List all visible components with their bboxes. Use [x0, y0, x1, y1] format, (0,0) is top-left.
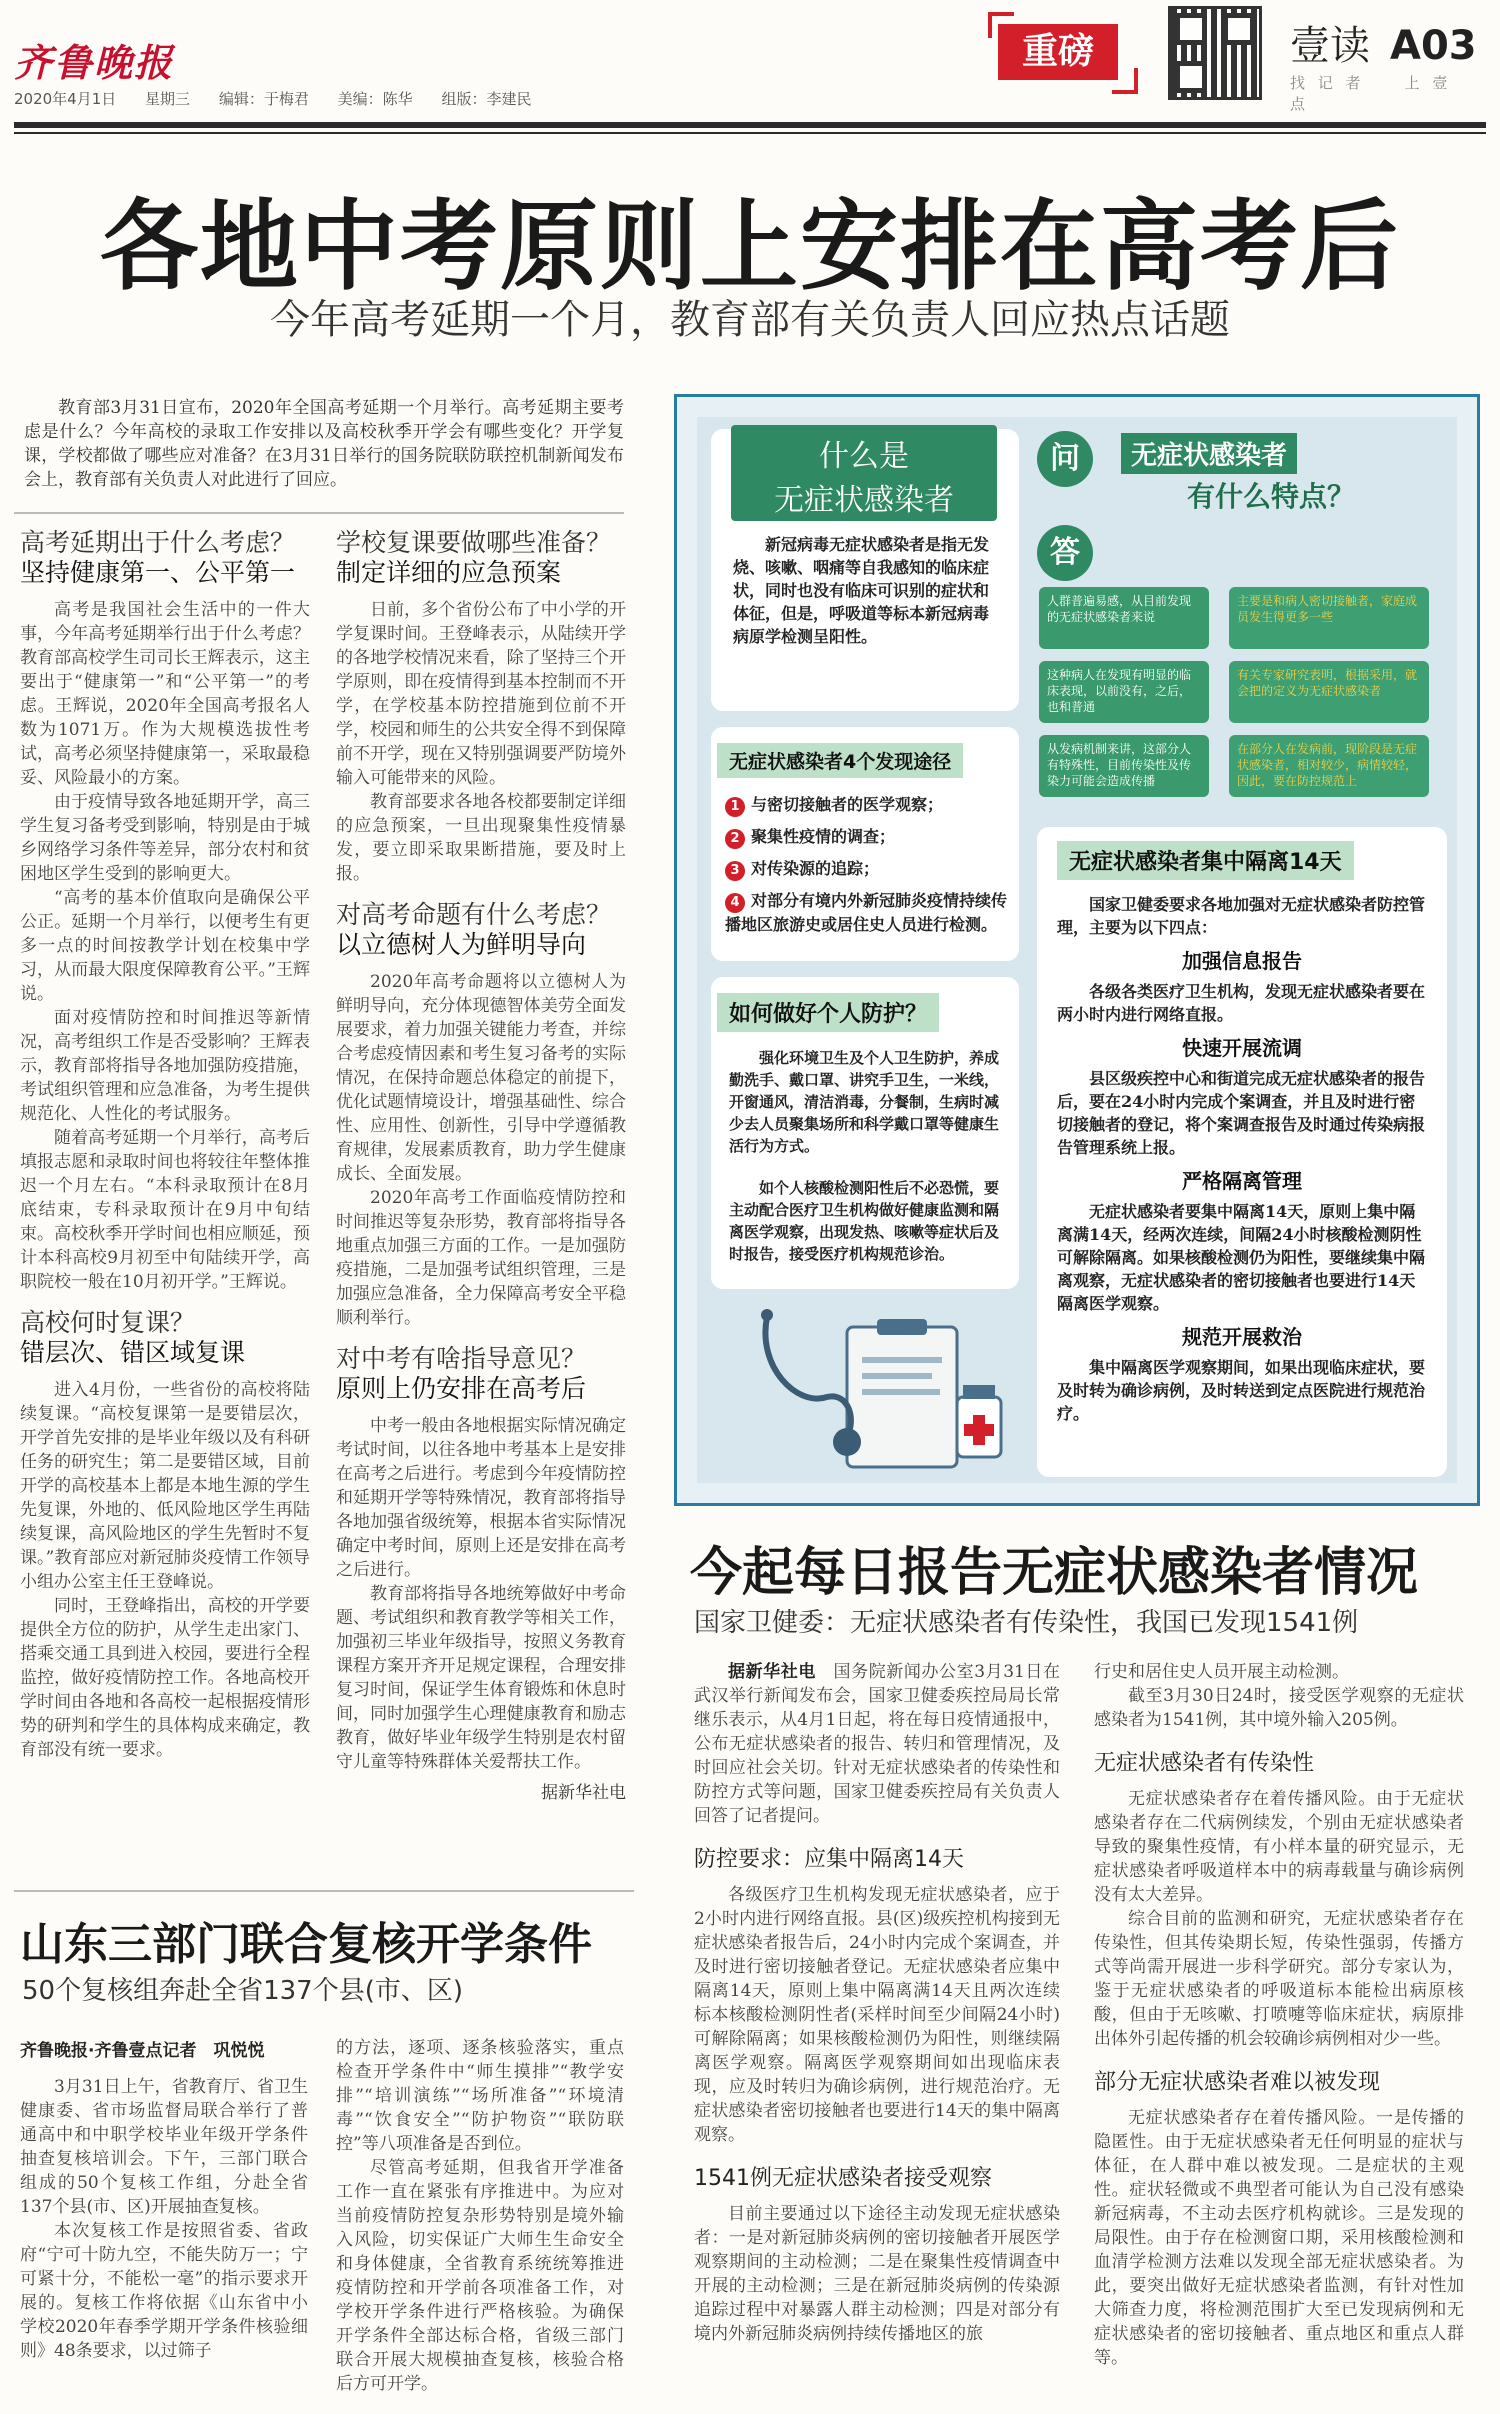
- route-item: 3 对传染源的追踪；: [725, 857, 1009, 881]
- feature-left: 这种病人在发现有明显的临床表现，以前没有，之后，也和普通: [1039, 661, 1209, 723]
- column-1: [20, 528, 310, 1858]
- page-number: [1290, 14, 1477, 71]
- feature-right: 有关专家研究表明，根据采用，就会把的定义为无症状感染者: [1229, 661, 1429, 723]
- article3-top-rule: [14, 1890, 634, 1892]
- routes-list: [725, 793, 1009, 936]
- step-title: 严格隔离管理: [1182, 1169, 1302, 1193]
- feature-left: 人群普遍易感，从目前发现的无症状感染者来说: [1039, 587, 1209, 649]
- paragraph: 2020年高考命题将以立德树人为鲜明导向，充分体现德智体美劳全面发展要求，着力加强关键能力考查，并综合考虑疫情因素和考生复习备考的实际情况，在保持命题总体稳定的前提下，优化试题情境设计，增强基础性、综合性、应用性、创新性，引导中学遵循教育规律，发展素质教育，助力学生健康成长、全面发展。: [336, 972, 626, 1184]
- feature-left: 从发病机制来讲，这部分人有特殊性，目前传染性及传染力可能会造成传播: [1039, 735, 1209, 797]
- byline: 据新华社电: [728, 1662, 816, 1682]
- paragraph: 2020年高考工作面临疫情防控和时间推迟等复杂形势，教育部将指导各地重点加强三方面的工作。一是加强防疫措施，二是加强考试组织管理，三是加强应急准备，全力保障高考安全平稳顺利举行。: [336, 1188, 626, 1328]
- design-credit: 美编：陈华: [337, 90, 413, 108]
- routes-title: 无症状感染者4个发现途径: [717, 743, 963, 778]
- step-text: 县区级疾控中心和街道完成无症状感染者的报告后，要在24小时内完成个案调查，并且及时进行密切接触者的登记，将个案调查报告及时通过传染病报告管理系统上报。: [1057, 1069, 1426, 1157]
- isolation-card: [1037, 827, 1447, 1477]
- definition-title-2: 无症状感染者: [774, 483, 954, 518]
- protection-text-2: 如个人核酸检测阳性后不必恐慌，要主动配合医疗卫生机构做好健康监测和隔离医学观察，出现发热、咳嗽等症状后及时报告，接受医疗机构规范诊治。: [729, 1179, 1000, 1263]
- issue-meta: [14, 88, 555, 109]
- step-text: 集中隔离医学观察期间，如果出现临床症状，要及时转为确诊病例，及时转送到定点医院进行规范治疗。: [1057, 1358, 1426, 1423]
- answer-heading: 错层次、错区域复课: [20, 1338, 246, 1367]
- paragraph: 本次复核工作是按照省委、省政府“宁可十防九空，不能失防万一；宁可紧十分，不能松一毫”的指示要求开展的。复核工作将依据《山东省中小学校2020年春季学期开学条件核验细则》48条要求，以过筛子: [20, 2221, 308, 2361]
- column-2: [336, 528, 626, 1878]
- newspaper-logo: 齐鲁晚报: [14, 40, 175, 85]
- paragraph: 由于疫情导致各地延期开学，高三学生复习备考受到影响，特别是由于城乡网络学习条件等差异，部分农村和贫困地区学生受到的影响更大。: [20, 792, 310, 884]
- definition-card: [711, 429, 1019, 711]
- step-title: 加强信息报告: [1182, 949, 1302, 973]
- page-sub: [1290, 72, 1500, 114]
- header-rule: [14, 122, 1486, 128]
- paragraph: 截至3月30日24时，接受医学观察的无症状感染者为1541例，其中境外输入205例。: [1094, 1686, 1464, 1730]
- question-heading: 对高考命题有什么考虑？: [336, 900, 612, 929]
- infographic-panel: [674, 394, 1480, 1506]
- page-sub-left: 找 记 者: [1290, 74, 1365, 92]
- features-title-2: 有什么特点？: [1187, 480, 1356, 513]
- page-label: 壹读: [1290, 23, 1370, 69]
- paragraph: 综合目前的监测和研究，无症状感染者存在传染性，但其传染期长短，传染性强弱，传播方式等尚需开展进一步科学研究。部分专家认为，鉴于无症状感染者的呼吸道标本能检出病原核酸，但由于无咳嗽、打喷嚏等临床症状，病原排出体外引起传播的机会较确诊病例相对少一些。: [1094, 1909, 1464, 2049]
- article3-title: 山东三部门联合复核开学条件: [20, 1919, 592, 1970]
- features-question: [1037, 431, 1447, 513]
- issue-date: 2020年4月1日: [14, 90, 117, 108]
- definition-title-1: 什么是: [819, 439, 909, 474]
- paragraph: 行史和居住史人员开展主动检测。: [1094, 1662, 1349, 1682]
- paragraph: 目前主要通过以下途径主动发现无症状感染者：一是对新冠肺炎病例的密切接触者开展医学观察期间的主动检测；二是在聚集性疫情调查中开展的主动检测；三是在新冠肺炎病例的传染源追踪过程中对暴露人群主动检测；四是对部分有境内外新冠肺炎病例持续传播地区的旅: [694, 2204, 1060, 2344]
- features-list: [1029, 587, 1449, 807]
- number-1-icon: 1: [725, 797, 745, 817]
- step-text: 无症状感染者要集中隔离14天，原则上集中隔离满14天，经两次连续，间隔24小时核酸检测阴性可解除隔离。如果核酸检测仍为阳性，要继续集中隔离观察，无症状感染者的密切接触者也要进行14天隔离医学观察。: [1057, 1202, 1426, 1313]
- paragraph: 尽管高考延期，但我省开学准备工作一直在紧张有序推进中。为应对当前疫情防控复杂形势特别是境外输入风险，切实保证广大师生生命安全和身体健康，全省教育系统统筹推进疫情防控和开学前各项准备工作，对学校开学条件进行严格核验。为确保开学条件全部达标合格，省级三部门联合开展大规模抽查复核，核验合格后方可开学。: [336, 2158, 624, 2394]
- article2-column-1: [694, 1660, 1060, 2400]
- masthead: [14, 14, 1486, 114]
- routes-card: [711, 727, 1019, 961]
- article3-column-2: [336, 2036, 624, 2396]
- route-item: 1 与密切接触者的医学观察；: [725, 793, 1009, 817]
- number-3-icon: 3: [725, 861, 745, 881]
- isolation-title: 无症状感染者集中隔离14天: [1057, 841, 1354, 880]
- question-heading: 对中考有啥指导意见？: [336, 1344, 587, 1373]
- route-item: 4 对部分有境内外新冠肺炎疫情持续传播地区旅游史或居住史人员进行检测。: [725, 891, 1008, 934]
- section-heading: 部分无症状感染者难以被发现: [1094, 2070, 1381, 2095]
- question-badge: 问: [1037, 431, 1093, 487]
- definition-title-box: [731, 425, 997, 521]
- paragraph: 据新华社电 国务院新闻办公室3月31日在武汉举行新闻发布会，国家卫健委疾控局局长常继乐表示，从4月1日起，将在每日疫情通报中，公布无症状感染者的报告、转归和管理情况，及时回应社会关切。针对无症状感染者的传染性和防控方式等问题，国家卫健委疾控局有关负责人回答了记者提问。: [694, 1662, 1060, 1826]
- question-heading: 高考延期出于什么考虑？: [20, 528, 296, 557]
- paragraph: 3月31日上午，省教育厅、省卫生健康委、省市场监督局联合举行了普通高中和中职学校毕业年级开学条件抽查复核培训会。下午，三部门联合组成的50个复核工作组，分赴全省137个县(市、区)开展抽查复核。: [20, 2077, 308, 2217]
- isolation-intro: 国家卫健委要求各地加强对无症状感染者防控管理，主要为以下四点：: [1057, 895, 1426, 937]
- clipboard-icon: [847, 1327, 957, 1467]
- section-heading: 防控要求：应集中隔离14天: [694, 1847, 964, 1872]
- answer-heading: 坚持健康第一、公平第一: [20, 558, 296, 587]
- lead-rule: [14, 512, 624, 514]
- main-headline: 各地中考原则上安排在高考后: [99, 190, 1400, 304]
- number-2-icon: 2: [725, 829, 745, 849]
- article2-subtitle: 国家卫健委：无症状感染者有传染性，我国已发现1541例: [694, 1608, 1359, 1638]
- paragraph: 面对疫情防控和时间推迟等新情况，高考组织工作是否受影响？王辉表示，教育部将指导各地加强防疫措施，考试组织管理和应急准备，为考生提供规范化、人性化的考试服务。: [20, 1008, 310, 1124]
- main-subheadline: 今年高考延期一个月，教育部有关负责人回应热点话题: [270, 297, 1230, 343]
- paragraph: 进入4月份，一些省份的高校将陆续复课。“高校复课第一是要错层次，开学首先安排的是毕业年级以及有科研任务的研究生；第二是要错区域，目前开学的高校基本上都是本地生源的学生先复课，外地的、低风险地区学生再陆续复课，高风险地区的学生先暂时不复课。”教育部应对新冠肺炎疫情工作领导小组办公室主任王登峰说。: [20, 1380, 310, 1592]
- question-heading: 高校何时复课？: [20, 1308, 196, 1337]
- section-heading: 无症状感染者有传染性: [1094, 1751, 1315, 1776]
- paragraph: 高考是我国社会生活中的一件大事，今年高考延期举行出于什么考虑？教育部高校学生司司长王辉表示，这主要出于“健康第一”和“公平第一”的考虑。王辉说，2020年全国高考报名人数为1071万。作为大规模选拔性考试，高考必须坚持健康第一，采取最稳妥、风险最小的方案。: [20, 600, 310, 788]
- qr-code-icon[interactable]: [1168, 6, 1262, 100]
- header-rule-thin: [14, 132, 1486, 134]
- protection-text-1: 强化环境卫生及个人卫生防护，养成勤洗手、戴口罩、讲究手卫生，一米线，开窗通风，清洁消毒，分餐制，生病时减少去人员聚集场所和科学戴口罩等健康生活行为方式。: [729, 1049, 1000, 1155]
- feature-right: 主要是和病人密切接触者，家庭成员发生得更多一些: [1229, 587, 1429, 649]
- number-4-icon: 4: [725, 893, 745, 913]
- protection-title: 如何做好个人防护？: [717, 993, 939, 1032]
- section-tag: [988, 12, 1138, 94]
- step-text: 各级各类医疗卫生机构，发现无症状感染者要在两小时内进行网络直报。: [1057, 982, 1426, 1024]
- answer-heading: 以立德树人为鲜明导向: [336, 930, 587, 959]
- stethoscope-icon: [765, 1317, 850, 1437]
- route-item: 2 聚集性疫情的调查；: [725, 825, 1009, 849]
- article3-column-1: [20, 2036, 308, 2396]
- protection-card: [711, 977, 1019, 1289]
- paragraph: 教育部将指导各地统筹做好中考命题、考试组织和教育教学等相关工作，加强初三毕业年级指导，按照义务教育课程方案开齐开足规定课程，合理安排复习时间，保证学生体育锻炼和休息时间，同时加强学生心理健康教育和励志教育，做好毕业年级学生特别是农村留守儿童等特殊群体关爱帮扶工作。: [336, 1584, 626, 1772]
- lead-paragraph: 教育部3月31日宣布，2020年全国高考延期一个月举行。高考延期主要考虑是什么？今年高校的录取工作安排以及高校秋季开学会有哪些变化？开学复课，学校都做了哪些应对准备？在3月31日举行的国务院联防联控机制新闻发布会上，教育部有关负责人对此进行了回应。: [24, 398, 624, 490]
- isolation-body: [1057, 893, 1427, 1425]
- article2-column-2: [1094, 1660, 1464, 2400]
- article2-title: 今起每日报告无症状感染者情况: [690, 1543, 1419, 1603]
- proof-credit: 组版：李建民: [441, 90, 532, 108]
- feature-right: 在部分人在发病前，现阶段是无症状感染者，相对较少，病情较轻，因此，要在防控规范上: [1229, 735, 1429, 797]
- definition-text: 新冠病毒无症状感染者是指无发烧、咳嗽、咽痛等自我感知的临床症状，同时也没有临床可识别的症状和体征，但是，呼吸道等标本新冠病毒病原学检测呈阳性。: [733, 535, 990, 646]
- medical-illustration: [737, 1297, 1017, 1477]
- paragraph: 日前，多个省份公布了中小学的开学复课时间。王登峰表示，从陆续开学的各地学校情况来看，除了坚持三个开学原则，即在疫情得到基本控制而不开学，在学校基本防控措施到位前不开学，校园和师生的公共安全得不到保障前不开学，现在又特别强调要严防境外输入可能带来的风险。: [336, 600, 626, 788]
- paragraph: 的方法，逐项、逐条核验落实，重点检查开学条件中“师生摸排”“教学安排”“培训演练”“场所准备”“环境清毒”“饮食安全”“防护物资”“联防联控”等八项准备是否到位。: [336, 2038, 624, 2154]
- question-heading: 学校复课要做哪些准备？: [336, 528, 612, 557]
- issue-weekday: 星期三: [145, 90, 191, 108]
- section-label: 重磅: [998, 24, 1118, 80]
- paragraph: 无症状感染者存在着传播风险。一是传播的隐匿性。由于无症状感染者无任何明显的症状与体征，在人群中难以被发现。二是症状的主观性。症状轻微或不典型者可能认为自己没有感染新冠病毒，不主动去医疗机构就诊。三是发现的局限性。由于存在检测窗口期，采用核酸检测和血清学检测方法难以发现全部无症状感染者。为此，要突出做好无症状感染者监测，有针对性加大筛查力度，将检测范围扩大至已发现病例和无症状感染者的密切接触者、重点地区和重点人群等。: [1094, 2108, 1464, 2368]
- section-heading: 1541例无症状感染者接受观察: [694, 2166, 992, 2191]
- paragraph: 随着高考延期一个月举行，高考后填报志愿和录取时间也将较往年整体推迟一个月左右。“本科录取预计在8月底结束，专科录取预计在9月中旬结束。高校秋季开学时间也相应顺延，预计本科高校9月初至中旬陆续开学，高职院校一般在10月初开学。”王辉说。: [20, 1128, 310, 1292]
- paragraph: 各级医疗卫生机构发现无症状感染者，应于2小时内进行网络直报。县(区)级疾控机构接到无症状感染者报告后，24小时内完成个案调查，并及时进行密切接触者登记。无症状感染者应集中隔离14天，原则上集中隔离满14天且两次连续标本核酸检测阴性者(采样时间至少间隔24小时)可解除隔离；如果核酸检测仍为阳性，则继续隔离医学观察。隔离医学观察期间如出现临床表现，应及时转归为确诊病例，进行规范治疗。无症状感染者密切接触者也要进行14天的集中隔离观察。: [694, 1885, 1060, 2145]
- infographic-inner: [697, 417, 1457, 1483]
- paragraph: 教育部要求各地各校都要制定详细的应急预案，一旦出现聚集性疫情暴发，要立即采取果断措施，要及时上报。: [336, 792, 626, 884]
- paragraph: 同时，王登峰指出，高校的开学要提供全方位的防护，从学生走出家门、搭乘交通工具到进入校园，要进行全程监控，做好疫情防控工作。各地高校开学时间由各地和各高校一起根据疫情形势的研判和学生的具体构成来确定，教育部没有统一要求。: [20, 1596, 310, 1760]
- editor-credit: 编辑：于梅君: [218, 90, 309, 108]
- article-credit: 据新华社电: [541, 1783, 626, 1803]
- features-title-1: 无症状感染者: [1121, 433, 1297, 474]
- paragraph: “高考的基本价值取向是确保公平公正。延期一个月举行，以便考生有更多一点的时间按教学计划在校集中学习，从而最大限度保障教育公平。”王辉说。: [20, 888, 310, 1004]
- answer-heading: 制定详细的应急预案: [336, 558, 562, 587]
- article3-subtitle: 50个复核组奔赴全省137个县(市、区): [22, 1976, 463, 2006]
- paragraph: 中考一般由各地根据实际情况确定考试时间，以往各地中考基本上是安排在高考之后进行。考虑到今年疫情防控和延期开学等特殊情况，教育部将指导各地加强省级统筹，根据本省实际情况确定中考时间，原则上还是安排在高考之后进行。: [336, 1416, 626, 1580]
- step-title: 规范开展救治: [1182, 1325, 1302, 1349]
- answer-heading: 原则上仍安排在高考后: [336, 1374, 587, 1403]
- page-code: A03: [1390, 23, 1477, 69]
- step-title: 快速开展流调: [1182, 1036, 1302, 1060]
- paragraph: 无症状感染者存在着传播风险。由于无症状感染者存在二代病例续发，个别由无症状感染者导致的聚集性疫情，有小样本量的研究显示，无症状感染者呼吸道样本中的病毒载量与确诊病例没有太大差异。: [1094, 1789, 1464, 1905]
- page-sub-right: 上 壹 点: [1290, 74, 1452, 113]
- byline: 齐鲁晚报·齐鲁壹点记者 巩悦悦: [20, 2041, 265, 2061]
- answer-badge: 答: [1037, 525, 1093, 581]
